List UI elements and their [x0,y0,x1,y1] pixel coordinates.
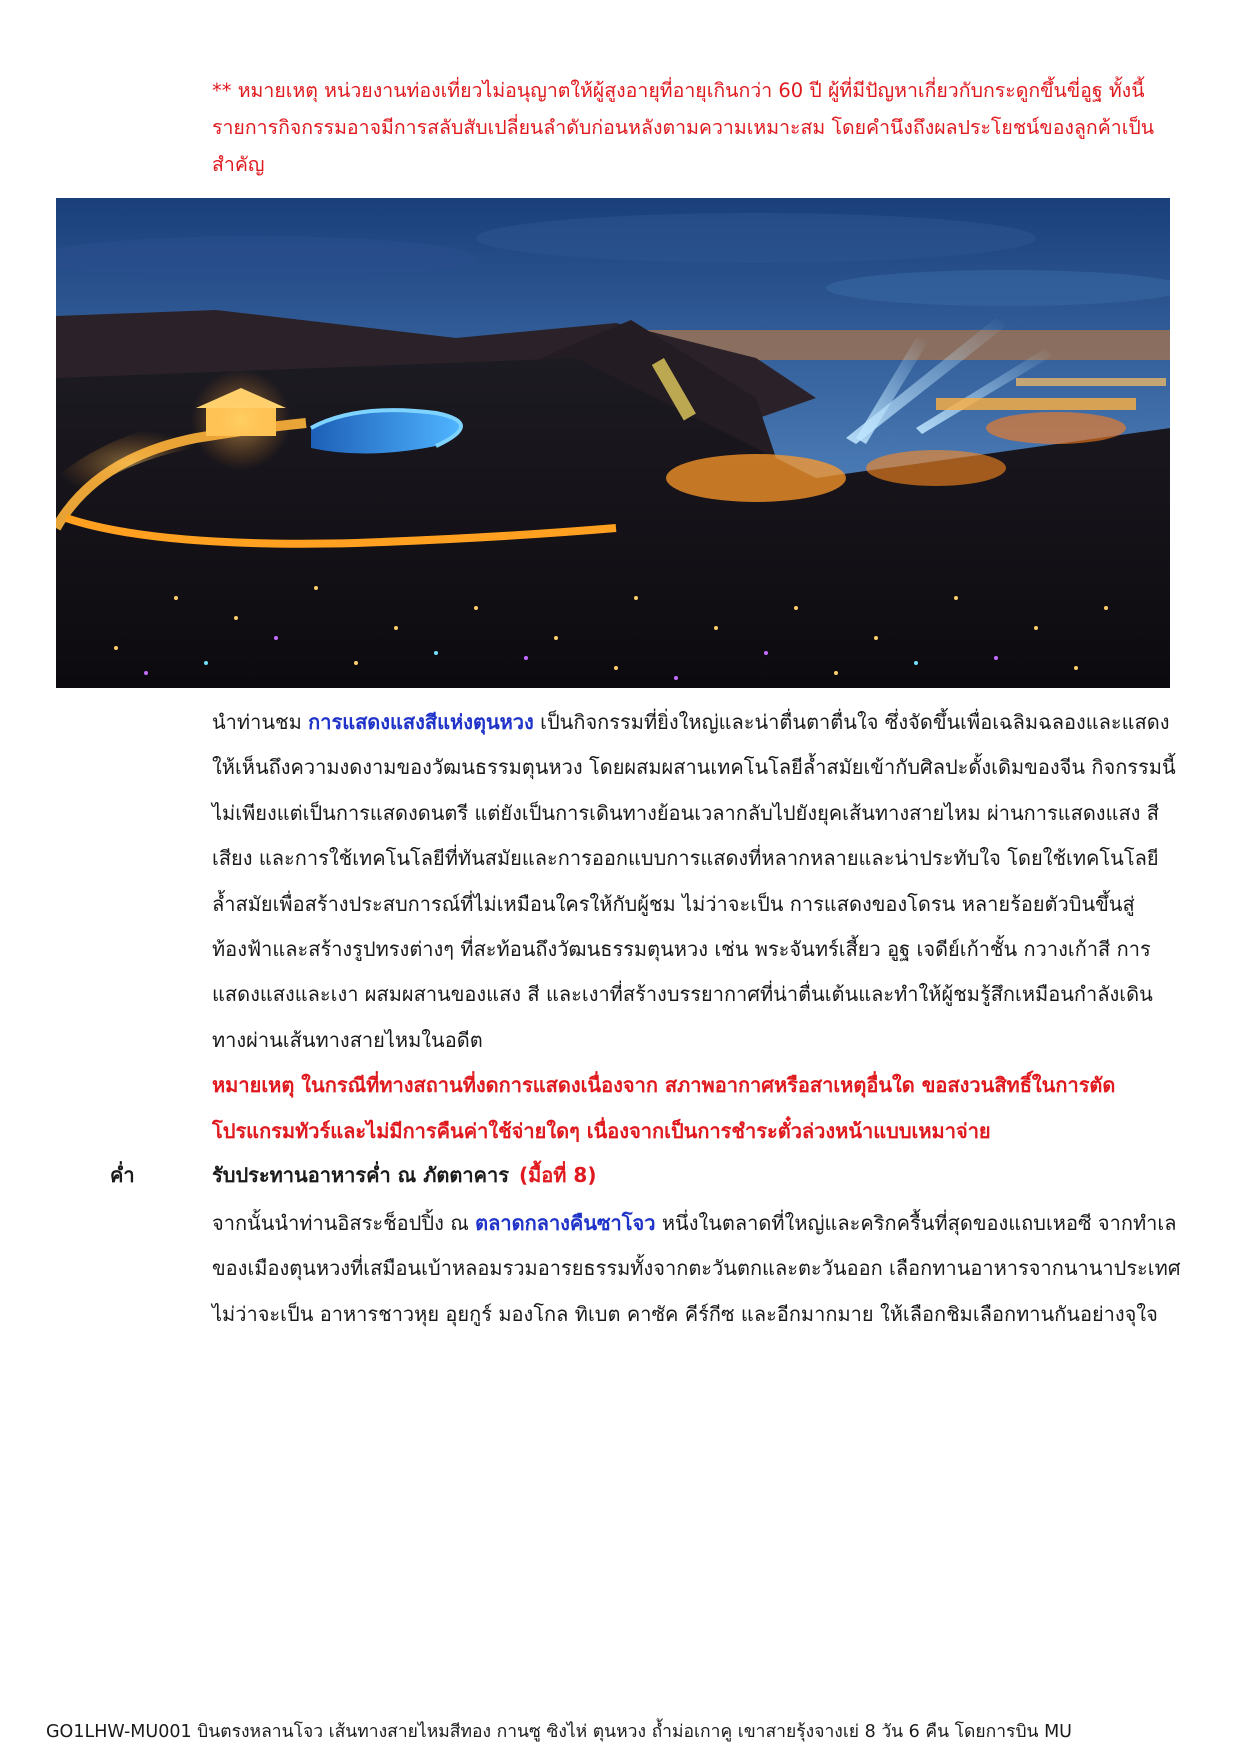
night-market-description [212,1201,1182,1337]
light-show-lead: นำท่านชม [212,710,309,734]
meal-title-text: รับประทานอาหารค่ำ ณ ภัตตาคาร [212,1163,509,1187]
market-lead: จากนั้นนำท่านอิสระช็อปปิ้ง ณ [212,1211,476,1235]
market-highlight: ตลาดกลางคืนซาโจว [475,1211,656,1235]
night-light-show-photo [56,198,1170,688]
light-show-body: เป็นกิจกรรมที่ยิ่งใหญ่และน่าตื่นตาตื่นใจ ซึ่งจัดขึ้นเพื่อเฉลิมฉลองและแสดงให้เห็นถึงความงดงามของวัฒนธรรมตุนหวง โดยผสมผสานเทคโนโลยีล้ำสมัยเข้ากับศิลปะดั้งเดิมของจีน กิจกรรมนี้ไม่เพียงแต่เป็นการแสดงดนตรี แต่ยังเป็นการเดินทางย้อนเวลากลับไปยังยุคเส้นทางสายไหม ผ่านการแสดงแสง สี เสียง และการใช้เทคโนโลยีที่ทันสมัยและการออกแบบการแสดงที่หลากหลายและน่าประทับใจ โดยใช้เทคโนโลยีล้ำสมัยเพื่อสร้างประสบการณ์ที่ไม่เหมือนใครให้กับผู้ชม ไม่ว่าจะเป็น การแสดงของโดรน หลายร้อยตัวบินขึ้นสู่ท้องฟ้าและสร้างรูปทรงต่างๆ ที่สะท้อนถึงวัฒนธรรมตุนหวง เช่น พระจันทร์เสี้ยว อูฐ เจดีย์เก้าชั้น กวางเก้าสี การแสดงแสงและเงา ผสมผสานของแสง สี และเงาที่สร้างบรรยากาศที่น่าตื่นเต้นและทำให้ผู้ชมรู้สึกเหมือนกำลังเดินทางผ่านเส้นทางสายไหมในอดีต [212,710,1176,1052]
meal-number: (มื้อที่ 8) [518,1163,597,1187]
light-show-cancellation-note: หมายเหตุ ในกรณีที่ทางสถานที่งดการแสดงเนื่องจาก สภาพอากาศหรือสาเหตุอื่นใด ขอสงวนสิทธิ์ในการตัดโปรแกรมทัวร์และไม่มีการคืนค่าใช้จ่ายใดๆ เนื่องจากเป็นการชำระตั๋วล่วงหน้าแบบเหมาจ่าย [212,1073,1116,1143]
meal-label: ค่ำ [110,1163,135,1187]
itinerary-note: ** หมายเหตุ หน่วยงานท่องเที่ยวไม่อนุญาตให้ผู้สูงอายุที่อายุเกินกว่า 60 ปี ผู้ที่มีปัญหาเกี่ยวกับกระดูกขึ้นขี่อูฐ ทั้งนี้ รายการกิจกรรมอาจมีการสลับสับเปลี่ยนลำดับก่อนหลังตามความเหมาะสม โดยคำนึงถึงผลประโยชน์ของลูกค้าเป็นสำคัญ [212,79,1155,176]
light-show-highlight: การแสดงแสงสีแห่งตุนหวง [308,710,534,734]
page-footer: GO1LHW-MU001 บินตรงหลานโจว เส้นทางสายไหมสีทอง กานซู ซิงไห่ ตุนหวง ถ้ำม่อเกาคู เขาสายรุ้งจางเย่ 8 วัน 6 คืน โดยการบิน MU [46,1722,1072,1742]
market-body: หนึ่งในตลาดที่ใหญ่และคริกครื้นที่สุดของแถบเหอซี จากทำเลของเมืองตุนหวงที่เสมือนเบ้าหลอมรวมอารยธรรมทั้งจากตะวันตกและตะวันออก เลือกทานอาหารจากนานาประเทศ ไม่ว่าจะเป็น อาหารชาวหุย อุยกูร์ มองโกล ทิเบต คาซัค คีร์กีซ และอีกมากมาย ให้เลือกชิมเลือกทานกันอย่างจุใจ [212,1211,1181,1326]
meal-title [212,1160,596,1190]
light-show-description [212,700,1182,1154]
